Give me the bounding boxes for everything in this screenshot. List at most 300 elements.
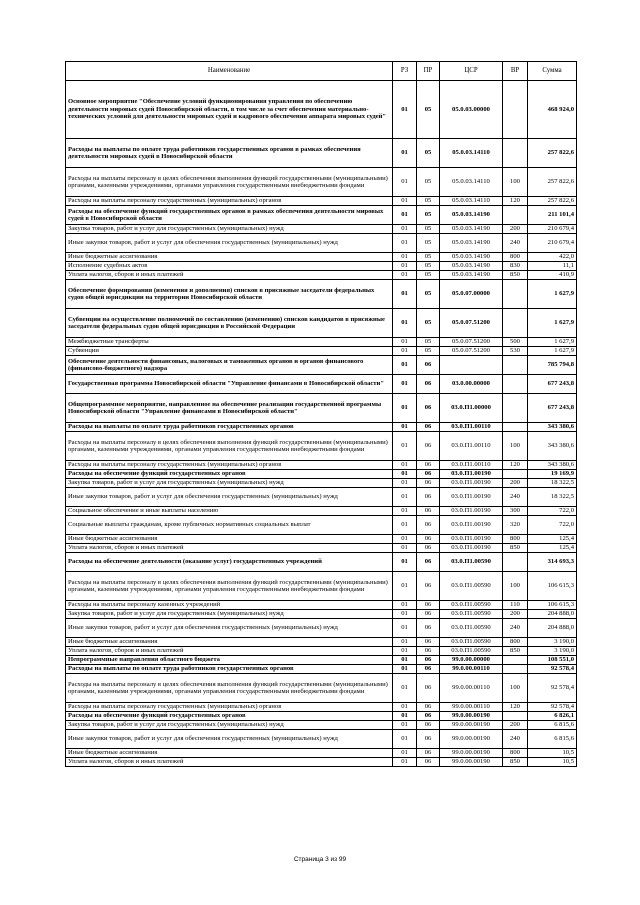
table-row — [66, 516, 577, 535]
cell-pr: 06 — [417, 703, 440, 712]
cell-rz: 01 — [393, 674, 417, 703]
cell-rz: 01 — [393, 225, 417, 234]
table-row — [66, 535, 577, 544]
cell-csr: 05.0.03.14190 — [440, 234, 503, 253]
cell-name: Расходы на выплаты персоналу в целях обеспечения выполнения функций государственными (муниципальными) органами, казенными учреждениями, органами управления государственными внебюджетными фондами — [66, 674, 393, 703]
table-row — [66, 375, 577, 394]
cell-name: Расходы на обеспечение функций государственных органов — [66, 712, 393, 721]
cell-rz: 01 — [393, 356, 417, 375]
table-row — [66, 470, 577, 479]
cell-rz: 01 — [393, 479, 417, 488]
cell-sum: 722,0 — [528, 516, 577, 535]
cell-pr: 06 — [417, 758, 440, 767]
table-row — [66, 271, 577, 280]
cell-name: Исполнение судебных актов — [66, 262, 393, 271]
cell-sum: 106 615,3 — [528, 601, 577, 610]
cell-csr: 05.0.03.00000 — [440, 81, 503, 139]
table-row — [66, 656, 577, 665]
cell-sum: 1 627,9 — [528, 309, 577, 338]
cell-sum: 722,0 — [528, 507, 577, 516]
cell-vr: 100 — [503, 168, 528, 197]
cell-rz: 01 — [393, 619, 417, 638]
cell-rz: 01 — [393, 309, 417, 338]
column-header-rz: РЗ — [393, 62, 417, 81]
cell-csr: 03.0.П1.00590 — [440, 619, 503, 638]
cell-pr: 05 — [417, 197, 440, 206]
cell-rz: 01 — [393, 638, 417, 647]
cell-sum: 204 888,0 — [528, 610, 577, 619]
cell-rz: 01 — [393, 507, 417, 516]
cell-name: Расходы на выплаты персоналу государственных (муниципальных) органов — [66, 461, 393, 470]
cell-pr: 06 — [417, 375, 440, 394]
cell-name: Общепрограммное мероприятие, направленное на обеспечение реализации государственной программы Новосибирской области "Управление финансами в Новосибирской области" — [66, 394, 393, 423]
cell-csr: 03.0.П1.00590 — [440, 610, 503, 619]
table-row — [66, 168, 577, 197]
cell-pr: 06 — [417, 721, 440, 730]
cell-sum: 1 627,9 — [528, 338, 577, 347]
table-row — [66, 81, 577, 139]
cell-rz: 01 — [393, 280, 417, 309]
table-row — [66, 647, 577, 656]
cell-name: Расходы на выплаты персоналу в целях обеспечения выполнения функций государственными (муниципальными) органами, казенными учреждениями, органами управления государственными внебюджетными фондами — [66, 432, 393, 461]
cell-sum: 6 815,6 — [528, 721, 577, 730]
column-header-pr: ПР — [417, 62, 440, 81]
cell-name: Расходы на выплаты персоналу в целях обеспечения выполнения функций государственными (муниципальными) органами, казенными учреждениями, органами управления государственными внебюджетными фондами — [66, 572, 393, 601]
cell-name: Непрограммные направления областного бюджета — [66, 656, 393, 665]
cell-pr: 06 — [417, 572, 440, 601]
table-row — [66, 488, 577, 507]
cell-sum: 106 615,3 — [528, 572, 577, 601]
cell-sum: 210 679,4 — [528, 234, 577, 253]
cell-name: Расходы на выплаты по оплате труда работников государственных органов — [66, 423, 393, 432]
cell-pr: 06 — [417, 479, 440, 488]
cell-vr: 800 — [503, 638, 528, 647]
cell-pr: 06 — [417, 601, 440, 610]
cell-sum: 257 822,6 — [528, 197, 577, 206]
cell-sum: 785 794,8 — [528, 356, 577, 375]
cell-sum: 92 578,4 — [528, 703, 577, 712]
cell-vr — [503, 356, 528, 375]
cell-name: Уплата налогов, сборов и иных платежей — [66, 271, 393, 280]
cell-name: Расходы на выплаты по оплате труда работников государственных органов в рамках обеспечения деятельности мировых судей в Новосибирской области — [66, 139, 393, 168]
cell-name: Социальные выплаты гражданам, кроме публичных нормативных социальных выплат — [66, 516, 393, 535]
table-row — [66, 139, 577, 168]
cell-rz: 01 — [393, 432, 417, 461]
cell-sum: 19 169,9 — [528, 470, 577, 479]
cell-pr: 05 — [417, 225, 440, 234]
table-row — [66, 572, 577, 601]
cell-pr: 06 — [417, 535, 440, 544]
cell-sum: 468 924,0 — [528, 81, 577, 139]
cell-name: Расходы на выплаты по оплате труда работников государственных органов — [66, 665, 393, 674]
table-row — [66, 749, 577, 758]
table-row — [66, 601, 577, 610]
cell-sum: 211 101,4 — [528, 206, 577, 225]
cell-sum: 3 190,0 — [528, 638, 577, 647]
cell-rz: 01 — [393, 730, 417, 749]
cell-rz: 01 — [393, 572, 417, 601]
cell-name: Расходы на обеспечение функций государственных органов в рамках обеспечения деятельности мировых судей в Новосибирской области — [66, 206, 393, 225]
cell-vr — [503, 553, 528, 572]
cell-csr: 03.0.П1.00590 — [440, 601, 503, 610]
cell-pr: 05 — [417, 168, 440, 197]
cell-csr: 03.0.П1.00590 — [440, 647, 503, 656]
table-row — [66, 280, 577, 309]
cell-pr: 06 — [417, 647, 440, 656]
cell-pr: 06 — [417, 516, 440, 535]
cell-name: Обеспечение формирования (изменения и дополнения) списков в присяжные заседатели федеральных судов общей юрисдикции на территории Новосибирской области — [66, 280, 393, 309]
cell-csr: 05.0.03.14190 — [440, 206, 503, 225]
cell-csr: 03.0.П1.00590 — [440, 572, 503, 601]
cell-rz: 01 — [393, 347, 417, 356]
cell-vr: 500 — [503, 338, 528, 347]
table-row — [66, 461, 577, 470]
table-row — [66, 234, 577, 253]
cell-sum: 343 380,6 — [528, 461, 577, 470]
cell-vr — [503, 470, 528, 479]
cell-sum: 18 322,5 — [528, 479, 577, 488]
cell-name: Иные закупки товаров, работ и услуг для обеспечения государственных (муниципальных) нужд — [66, 619, 393, 638]
cell-vr — [503, 656, 528, 665]
cell-csr: 03.0.П1.00190 — [440, 507, 503, 516]
cell-name: Уплата налогов, сборов и иных платежей — [66, 544, 393, 553]
cell-name: Расходы на обеспечение деятельности (оказание услуг) государственных учреждений — [66, 553, 393, 572]
cell-name: Субвенции на осуществление полномочий по составлению (изменению) списков кандидатов в присяжные заседатели федеральных судов общей юрисдикции в Российской Федерации — [66, 309, 393, 338]
cell-csr: 03.0.П1.00590 — [440, 553, 503, 572]
table-row — [66, 674, 577, 703]
cell-csr: 05.0.07.51200 — [440, 338, 503, 347]
cell-vr: 300 — [503, 507, 528, 516]
cell-name: Межбюджетные трансферты — [66, 338, 393, 347]
cell-rz: 01 — [393, 712, 417, 721]
cell-pr: 06 — [417, 461, 440, 470]
cell-name: Иные бюджетные ассигнования — [66, 253, 393, 262]
column-header-csr: ЦСР — [440, 62, 503, 81]
cell-csr: 05.0.03.14190 — [440, 271, 503, 280]
cell-name: Иные закупки товаров, работ и услуг для обеспечения государственных (муниципальных) нужд — [66, 234, 393, 253]
cell-vr: 800 — [503, 749, 528, 758]
cell-csr: 99.0.00.00190 — [440, 758, 503, 767]
cell-vr: 200 — [503, 479, 528, 488]
table-row — [66, 432, 577, 461]
cell-pr: 06 — [417, 394, 440, 423]
table-row — [66, 253, 577, 262]
cell-sum: 677 243,8 — [528, 375, 577, 394]
cell-name: Иные бюджетные ассигнования — [66, 535, 393, 544]
cell-pr: 06 — [417, 610, 440, 619]
cell-csr — [440, 356, 503, 375]
cell-name: Расходы на выплаты персоналу в целях обеспечения выполнения функций государственными (муниципальными) органами, казенными учреждениями, органами управления государственными внебюджетными фондами — [66, 168, 393, 197]
cell-rz: 01 — [393, 81, 417, 139]
cell-csr: 03.0.П1.00190 — [440, 488, 503, 507]
cell-rz: 01 — [393, 234, 417, 253]
cell-sum: 343 380,6 — [528, 432, 577, 461]
table-row — [66, 665, 577, 674]
cell-pr: 06 — [417, 432, 440, 461]
cell-rz: 01 — [393, 394, 417, 423]
cell-rz: 01 — [393, 553, 417, 572]
cell-name: Расходы на выплаты персоналу государственных (муниципальных) органов — [66, 703, 393, 712]
cell-csr: 03.0.П1.00110 — [440, 461, 503, 470]
cell-pr: 06 — [417, 749, 440, 758]
cell-vr — [503, 139, 528, 168]
cell-rz: 01 — [393, 601, 417, 610]
cell-name: Уплата налогов, сборов и иных платежей — [66, 647, 393, 656]
cell-rz: 01 — [393, 610, 417, 619]
cell-name: Иные бюджетные ассигнования — [66, 638, 393, 647]
cell-pr: 06 — [417, 674, 440, 703]
cell-rz: 01 — [393, 423, 417, 432]
cell-pr: 05 — [417, 338, 440, 347]
cell-vr — [503, 394, 528, 423]
cell-vr: 320 — [503, 516, 528, 535]
cell-csr: 05.0.03.14110 — [440, 168, 503, 197]
cell-sum: 410,9 — [528, 271, 577, 280]
cell-sum: 314 693,3 — [528, 553, 577, 572]
cell-sum: 125,4 — [528, 535, 577, 544]
cell-rz: 01 — [393, 721, 417, 730]
cell-csr: 03.0.П1.00000 — [440, 394, 503, 423]
cell-pr: 06 — [417, 507, 440, 516]
table-row — [66, 638, 577, 647]
cell-vr — [503, 206, 528, 225]
cell-vr: 110 — [503, 601, 528, 610]
cell-vr — [503, 309, 528, 338]
cell-csr: 03.0.П1.00190 — [440, 470, 503, 479]
cell-rz: 01 — [393, 271, 417, 280]
cell-pr: 06 — [417, 712, 440, 721]
cell-pr: 06 — [417, 656, 440, 665]
column-header-name: Наименование — [66, 62, 393, 81]
cell-vr: 850 — [503, 647, 528, 656]
cell-csr: 03.0.П1.00190 — [440, 479, 503, 488]
cell-sum: 10,5 — [528, 749, 577, 758]
cell-sum: 257 822,6 — [528, 168, 577, 197]
cell-csr: 99.0.00.00190 — [440, 721, 503, 730]
cell-csr: 03.0.П1.00190 — [440, 516, 503, 535]
cell-csr: 99.0.00.00190 — [440, 749, 503, 758]
cell-pr: 05 — [417, 234, 440, 253]
table-row — [66, 206, 577, 225]
cell-csr: 99.0.00.00110 — [440, 665, 503, 674]
cell-sum: 3 190,0 — [528, 647, 577, 656]
cell-sum: 210 679,4 — [528, 225, 577, 234]
cell-vr: 120 — [503, 703, 528, 712]
cell-name: Уплата налогов, сборов и иных платежей — [66, 758, 393, 767]
cell-csr: 99.0.00.00190 — [440, 712, 503, 721]
table-row — [66, 197, 577, 206]
cell-pr: 06 — [417, 423, 440, 432]
cell-vr: 100 — [503, 572, 528, 601]
cell-pr: 06 — [417, 730, 440, 749]
cell-vr: 240 — [503, 730, 528, 749]
cell-pr: 06 — [417, 553, 440, 572]
cell-sum: 10,5 — [528, 758, 577, 767]
column-header-sum: Сумма — [528, 62, 577, 81]
cell-csr: 99.0.00.00000 — [440, 656, 503, 665]
cell-name: Основное мероприятие "Обеспечение условий функционирования управления по обеспечению деятельности мировых судей Новосибирской области, в том числе за счет обеспечения материально-технических условий для деятельности мировых судей и кадрового обеспечения аппарата мировых судей" — [66, 81, 393, 139]
table-row — [66, 309, 577, 338]
cell-rz: 01 — [393, 139, 417, 168]
cell-name: Социальное обеспечение и иные выплаты населению — [66, 507, 393, 516]
cell-name: Субвенции — [66, 347, 393, 356]
cell-csr: 03.0.П1.00110 — [440, 432, 503, 461]
cell-csr: 05.0.03.14110 — [440, 197, 503, 206]
cell-vr: 850 — [503, 544, 528, 553]
cell-vr: 240 — [503, 488, 528, 507]
cell-name: Иные закупки товаров, работ и услуг для обеспечения государственных (муниципальных) нужд — [66, 730, 393, 749]
cell-vr: 850 — [503, 758, 528, 767]
cell-pr: 05 — [417, 280, 440, 309]
cell-rz: 01 — [393, 338, 417, 347]
cell-csr: 05.0.03.14190 — [440, 262, 503, 271]
table-row — [66, 553, 577, 572]
cell-sum: 343 380,6 — [528, 423, 577, 432]
cell-sum: 677 243,8 — [528, 394, 577, 423]
cell-name: Закупка товаров, работ и услуг для государственных (муниципальных) нужд — [66, 721, 393, 730]
cell-rz: 01 — [393, 516, 417, 535]
cell-pr: 06 — [417, 665, 440, 674]
cell-vr — [503, 665, 528, 674]
cell-csr: 99.0.00.00110 — [440, 703, 503, 712]
cell-pr: 06 — [417, 544, 440, 553]
table-row — [66, 423, 577, 432]
cell-pr: 05 — [417, 262, 440, 271]
cell-rz: 01 — [393, 461, 417, 470]
cell-pr: 06 — [417, 619, 440, 638]
table-body — [66, 81, 577, 767]
cell-csr: 05.0.07.51200 — [440, 309, 503, 338]
table-row — [66, 721, 577, 730]
cell-csr: 03.0.П1.00590 — [440, 638, 503, 647]
cell-name: Обеспечение деятельности финансовых, налоговых и таможенных органов и органов финансового (финансово-бюджетного) надзора — [66, 356, 393, 375]
cell-pr: 05 — [417, 309, 440, 338]
cell-rz: 01 — [393, 168, 417, 197]
cell-rz: 01 — [393, 488, 417, 507]
cell-name: Расходы на выплаты персоналу государственных (муниципальных) органов — [66, 197, 393, 206]
cell-pr: 05 — [417, 81, 440, 139]
budget-table — [65, 61, 577, 767]
cell-pr: 05 — [417, 253, 440, 262]
cell-name: Расходы на обеспечение функций государственных органов — [66, 470, 393, 479]
cell-pr: 06 — [417, 356, 440, 375]
table-row — [66, 544, 577, 553]
column-header-vr: ВР — [503, 62, 528, 81]
cell-rz: 01 — [393, 197, 417, 206]
cell-vr: 530 — [503, 347, 528, 356]
cell-name: Иные бюджетные ассигнования — [66, 749, 393, 758]
cell-rz: 01 — [393, 749, 417, 758]
cell-vr: 120 — [503, 197, 528, 206]
cell-csr: 05.0.07.00000 — [440, 280, 503, 309]
cell-vr: 830 — [503, 262, 528, 271]
cell-rz: 01 — [393, 665, 417, 674]
cell-name: Государственная программа Новосибирской области "Управление финансами в Новосибирской области" — [66, 375, 393, 394]
table-row — [66, 479, 577, 488]
table-row — [66, 394, 577, 423]
table-row — [66, 225, 577, 234]
table-row — [66, 703, 577, 712]
cell-csr: 05.0.03.14190 — [440, 225, 503, 234]
cell-vr — [503, 423, 528, 432]
cell-rz: 01 — [393, 647, 417, 656]
cell-pr: 05 — [417, 271, 440, 280]
cell-csr: 03.0.П1.00110 — [440, 423, 503, 432]
cell-vr: 800 — [503, 535, 528, 544]
cell-pr: 05 — [417, 206, 440, 225]
cell-csr: 99.0.00.00190 — [440, 730, 503, 749]
table-row — [66, 730, 577, 749]
table-row — [66, 619, 577, 638]
cell-pr: 06 — [417, 470, 440, 479]
cell-pr: 06 — [417, 488, 440, 507]
cell-rz: 01 — [393, 253, 417, 262]
cell-sum: 92 578,4 — [528, 665, 577, 674]
cell-sum: 257 822,6 — [528, 139, 577, 168]
cell-vr — [503, 280, 528, 309]
cell-pr: 06 — [417, 638, 440, 647]
table-row — [66, 712, 577, 721]
table-row — [66, 507, 577, 516]
cell-rz: 01 — [393, 375, 417, 394]
cell-csr: 03.0.00.00000 — [440, 375, 503, 394]
cell-csr: 05.0.03.14190 — [440, 253, 503, 262]
cell-vr: 800 — [503, 253, 528, 262]
cell-name: Расходы на выплаты персоналу казенных учреждений — [66, 601, 393, 610]
table-header-row — [66, 62, 577, 81]
cell-vr — [503, 375, 528, 394]
cell-sum: 92 578,4 — [528, 674, 577, 703]
cell-sum: 6 826,1 — [528, 712, 577, 721]
table-row — [66, 347, 577, 356]
cell-rz: 01 — [393, 703, 417, 712]
cell-csr: 05.0.03.14110 — [440, 139, 503, 168]
cell-rz: 01 — [393, 206, 417, 225]
cell-name: Закупка товаров, работ и услуг для государственных (муниципальных) нужд — [66, 479, 393, 488]
table-row — [66, 338, 577, 347]
cell-vr: 100 — [503, 432, 528, 461]
cell-name: Закупка товаров, работ и услуг для государственных (муниципальных) нужд — [66, 610, 393, 619]
cell-name: Закупка товаров, работ и услуг для государственных (муниципальных) нужд — [66, 225, 393, 234]
cell-sum: 1 627,9 — [528, 280, 577, 309]
cell-rz: 01 — [393, 262, 417, 271]
cell-vr — [503, 81, 528, 139]
cell-vr: 120 — [503, 461, 528, 470]
cell-rz: 01 — [393, 544, 417, 553]
cell-vr: 200 — [503, 225, 528, 234]
cell-csr: 03.0.П1.00190 — [440, 535, 503, 544]
table-row — [66, 262, 577, 271]
table-row — [66, 758, 577, 767]
cell-pr: 05 — [417, 139, 440, 168]
table-row — [66, 356, 577, 375]
cell-rz: 01 — [393, 470, 417, 479]
cell-csr: 05.0.07.51200 — [440, 347, 503, 356]
cell-vr: 100 — [503, 674, 528, 703]
cell-name: Иные закупки товаров, работ и услуг для обеспечения государственных (муниципальных) нужд — [66, 488, 393, 507]
cell-sum: 422,0 — [528, 253, 577, 262]
cell-csr: 99.0.00.00110 — [440, 674, 503, 703]
cell-vr: 240 — [503, 234, 528, 253]
page-number: Страница 3 из 99 — [293, 856, 347, 863]
cell-csr: 03.0.П1.00190 — [440, 544, 503, 553]
cell-sum: 125,4 — [528, 544, 577, 553]
cell-rz: 01 — [393, 535, 417, 544]
cell-rz: 01 — [393, 656, 417, 665]
cell-vr — [503, 712, 528, 721]
cell-vr: 240 — [503, 619, 528, 638]
cell-sum: 108 551,0 — [528, 656, 577, 665]
